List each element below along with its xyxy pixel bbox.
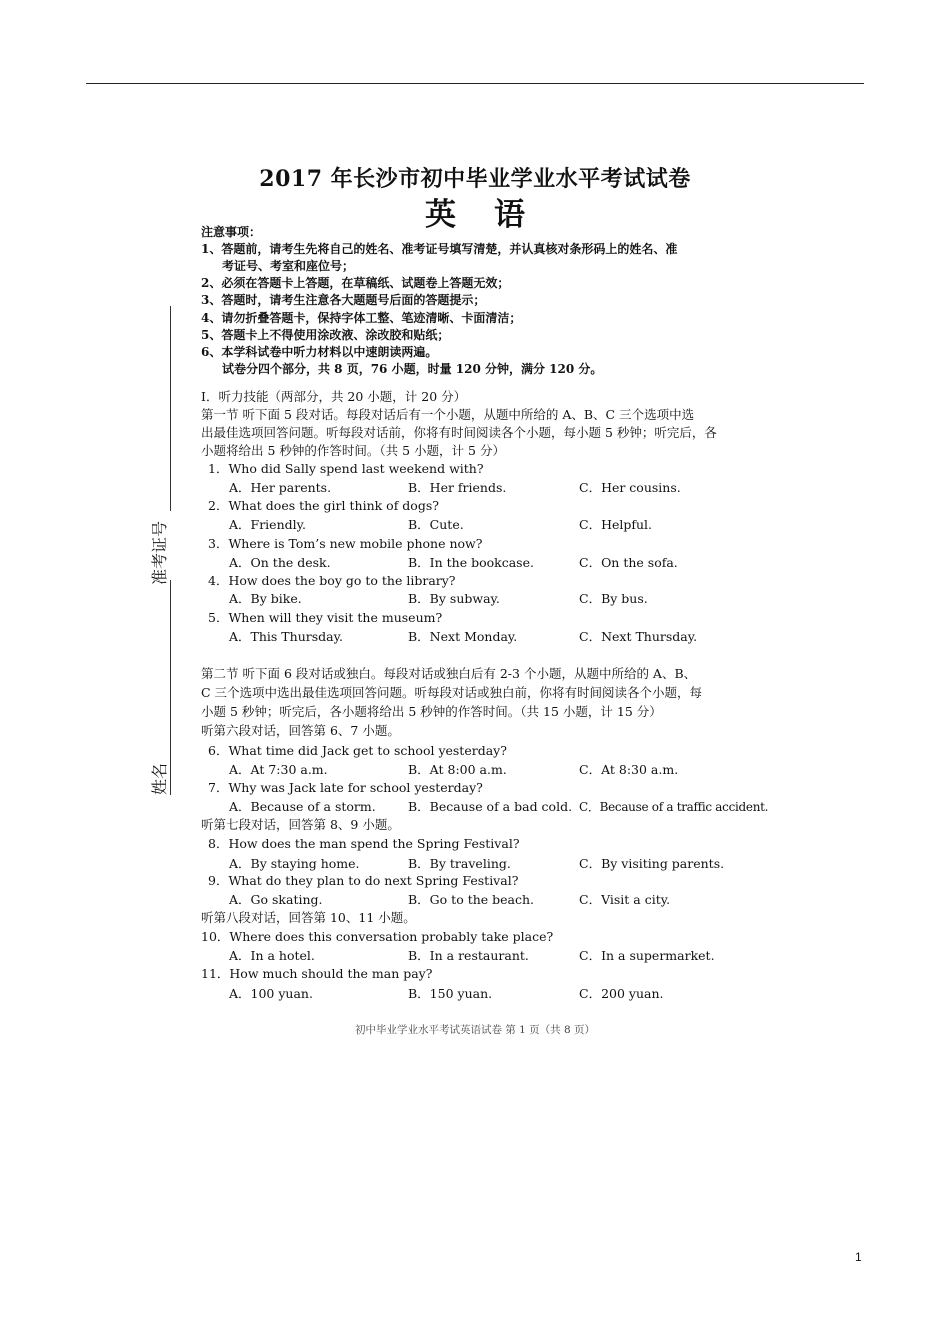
notice-item: 1、答题前，请考生先将自己的姓名、准考证号填写清楚，并认真核对条形码上的姓名、准 xyxy=(201,242,678,256)
notice-item: 试卷分四个部分，共 8 页，76 小题，时量 120 分钟，满分 120 分。 xyxy=(222,362,603,376)
question-stem: 9．What do they plan to do next Spring Festival? xyxy=(208,873,519,888)
option-b: B．In a restaurant. xyxy=(408,948,529,963)
page-number: 1 xyxy=(855,1250,862,1264)
notice-item: 4、请勿折叠答题卡，保持字体工整、笔迹清晰、卡面清洁； xyxy=(201,311,522,325)
page-footer: 初中毕业学业水平考试英语试卷 第 1 页（共 8 页） xyxy=(354,1024,596,1036)
option-c: C．Her cousins. xyxy=(579,480,681,495)
option-c: C．On the sofa. xyxy=(579,555,678,570)
dialogue-instruction: 听第七段对话，回答第 8、9 小题。 xyxy=(201,817,400,832)
option-b: B．Because of a bad cold. xyxy=(408,799,573,814)
option-c: C．Because of a traffic accident. xyxy=(579,800,769,814)
option-c: C．Helpful. xyxy=(579,517,653,532)
question-stem: 6．What time did Jack get to school yesterday? xyxy=(208,743,507,758)
dialogue-instruction: 听第八段对话，回答第 10、11 小题。 xyxy=(201,910,416,925)
option-b: B．Her friends. xyxy=(408,480,507,495)
option-a: A．In a hotel. xyxy=(229,948,315,963)
part1-heading: I．听力技能（两部分，共 20 小题，计 20 分） xyxy=(201,389,467,404)
question-stem: 3．Where is Tom’s new mobile phone now? xyxy=(208,536,483,551)
notice-item: 2、必须在答题卡上答题，在草稿纸、试题卷上答题无效； xyxy=(201,276,510,290)
option-a: A．Go skating. xyxy=(229,892,323,907)
name-label: 姓名 xyxy=(150,762,169,795)
section2-instruction: 小题 5 秒钟；听完后，各小题将给出 5 秒钟的作答时间。（共 15 小题，计 15 分） xyxy=(201,704,662,719)
option-a: A．Friendly. xyxy=(229,517,306,532)
option-b: B．By subway. xyxy=(408,591,500,606)
option-c: C．By visiting parents. xyxy=(579,856,725,871)
question-stem: 4．How does the boy go to the library? xyxy=(208,573,456,588)
question-stem: 10．Where does this conversation probably take place? xyxy=(201,929,554,944)
question-stem: 2．What does the girl think of dogs? xyxy=(208,498,439,513)
question-stem: 5．When will they visit the museum? xyxy=(208,610,443,625)
option-b: B．Cute. xyxy=(408,517,464,532)
option-a: A．By bike. xyxy=(229,591,302,606)
option-b: B．150 yuan. xyxy=(408,986,493,1001)
section1-instruction: 小题将给出 5 秒钟的作答时间。（共 5 小题，计 5 分） xyxy=(201,443,505,458)
binding-line xyxy=(170,306,171,511)
option-a: A．Her parents. xyxy=(229,480,332,495)
exam-title: 2017 年长沙市初中毕业学业水平考试试卷 xyxy=(259,166,691,192)
exam-id-blank xyxy=(170,580,171,755)
option-b: B．Next Monday. xyxy=(408,629,518,644)
option-c: C．In a supermarket. xyxy=(579,948,715,963)
name-blank xyxy=(170,755,171,795)
option-c: C．200 yuan. xyxy=(579,986,664,1001)
question-stem: 8．How does the man spend the Spring Festival? xyxy=(208,836,520,851)
notice-item: 6、本学科试卷中听力材料以中速朗读两遍。 xyxy=(201,345,438,359)
exam-id-label: 准考证号 xyxy=(150,520,169,585)
option-c: C．By bus. xyxy=(579,591,648,606)
section2-instruction: 第二节 听下面 6 段对话或独白。每段对话或独白后有 2-3 个小题，从题中所给的 A、B、 xyxy=(201,666,697,681)
option-b: B．Go to the beach. xyxy=(408,892,535,907)
notice-item: 3、答题时，请考生注意各大题题号后面的答题提示； xyxy=(201,293,486,307)
question-stem: 7．Why was Jack late for school yesterday? xyxy=(208,780,483,795)
section1-instruction: 第一节 听下面 5 段对话。每段对话后有一个小题，从题中所给的 A、B、C 三个选项中选 xyxy=(201,407,695,422)
option-c: C．Next Thursday. xyxy=(579,629,698,644)
option-a: A．100 yuan. xyxy=(229,986,313,1001)
option-b: B．By traveling. xyxy=(408,856,511,871)
option-a: A．Because of a storm. xyxy=(229,799,376,814)
option-b: B．At 8:00 a.m. xyxy=(408,762,507,777)
notice-item: 5、答题卡上不得使用涂改液、涂改胶和贴纸； xyxy=(201,328,450,342)
subject-title: 英语 xyxy=(425,197,563,233)
notice-heading: 注意事项： xyxy=(201,225,262,239)
section1-instruction: 出最佳选项回答问题。听每段对话前，你将有时间阅读各个小题，每小题 5 秒钟；听完后，各 xyxy=(201,425,717,440)
notice-item: 考证号、考室和座位号； xyxy=(222,259,355,273)
dialogue-instruction: 听第六段对话，回答第 6、7 小题。 xyxy=(201,723,400,738)
question-stem: 11．How much should the man pay? xyxy=(201,966,433,981)
option-b: B．In the bookcase. xyxy=(408,555,534,570)
question-stem: 1．Who did Sally spend last weekend with? xyxy=(208,461,484,476)
option-a: A．This Thursday. xyxy=(229,629,343,644)
option-c: C．At 8:30 a.m. xyxy=(579,762,679,777)
section2-instruction: C 三个选项中选出最佳选项回答问题。听每段对话或独白前，你将有时间阅读各个小题，每 xyxy=(201,685,703,700)
option-a: A．By staying home. xyxy=(229,856,360,871)
header-rule xyxy=(86,83,864,84)
option-c: C．Visit a city. xyxy=(579,892,671,907)
option-a: A．On the desk. xyxy=(229,555,331,570)
option-a: A．At 7:30 a.m. xyxy=(229,762,328,777)
